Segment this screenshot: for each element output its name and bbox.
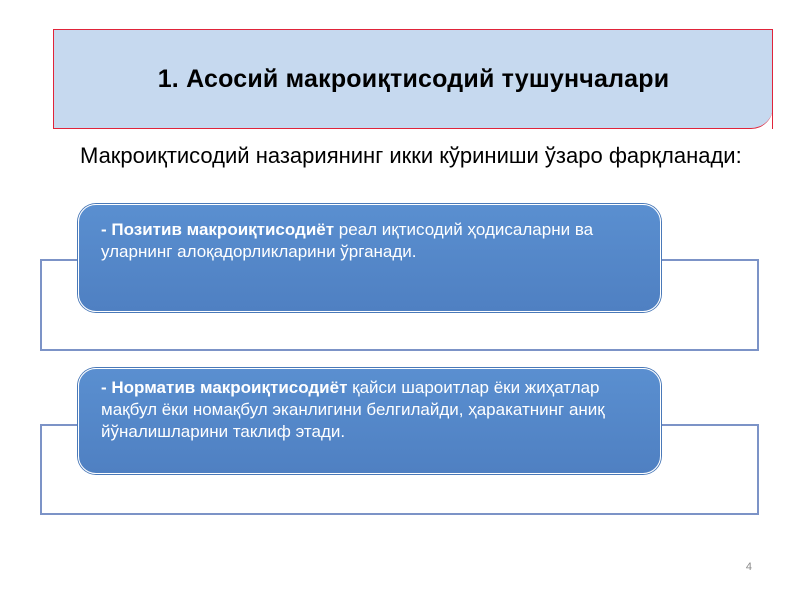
card-positive-term: - Позитив макроиқтисодиёт [101, 220, 335, 239]
title-banner [53, 29, 773, 129]
intro-text: Макроиқтисодий назариянинг икки кўриниши ўзаро фарқланади: [80, 143, 742, 168]
page-number: 4 [745, 561, 752, 573]
card-normative-macroeconomics [78, 368, 661, 474]
card-positive-definition: реал иқтисодий ҳодисаларни ва уларнинг алоқадорликларини ўрганади. [101, 220, 594, 261]
card-normative-term: - Норматив макроиқтисодиёт [101, 378, 348, 397]
card-normative-definition: қайси шароитлар ёки жиҳатлар мақбул ёки номақбул эканлигини белгилайди, ҳаракатнинг аниқ йўналишларини таклиф этади. [101, 378, 605, 441]
slide-title: 1. Асосий макроиқтисодий тушунчалари [157, 64, 670, 93]
card-positive-macroeconomics [78, 204, 661, 312]
